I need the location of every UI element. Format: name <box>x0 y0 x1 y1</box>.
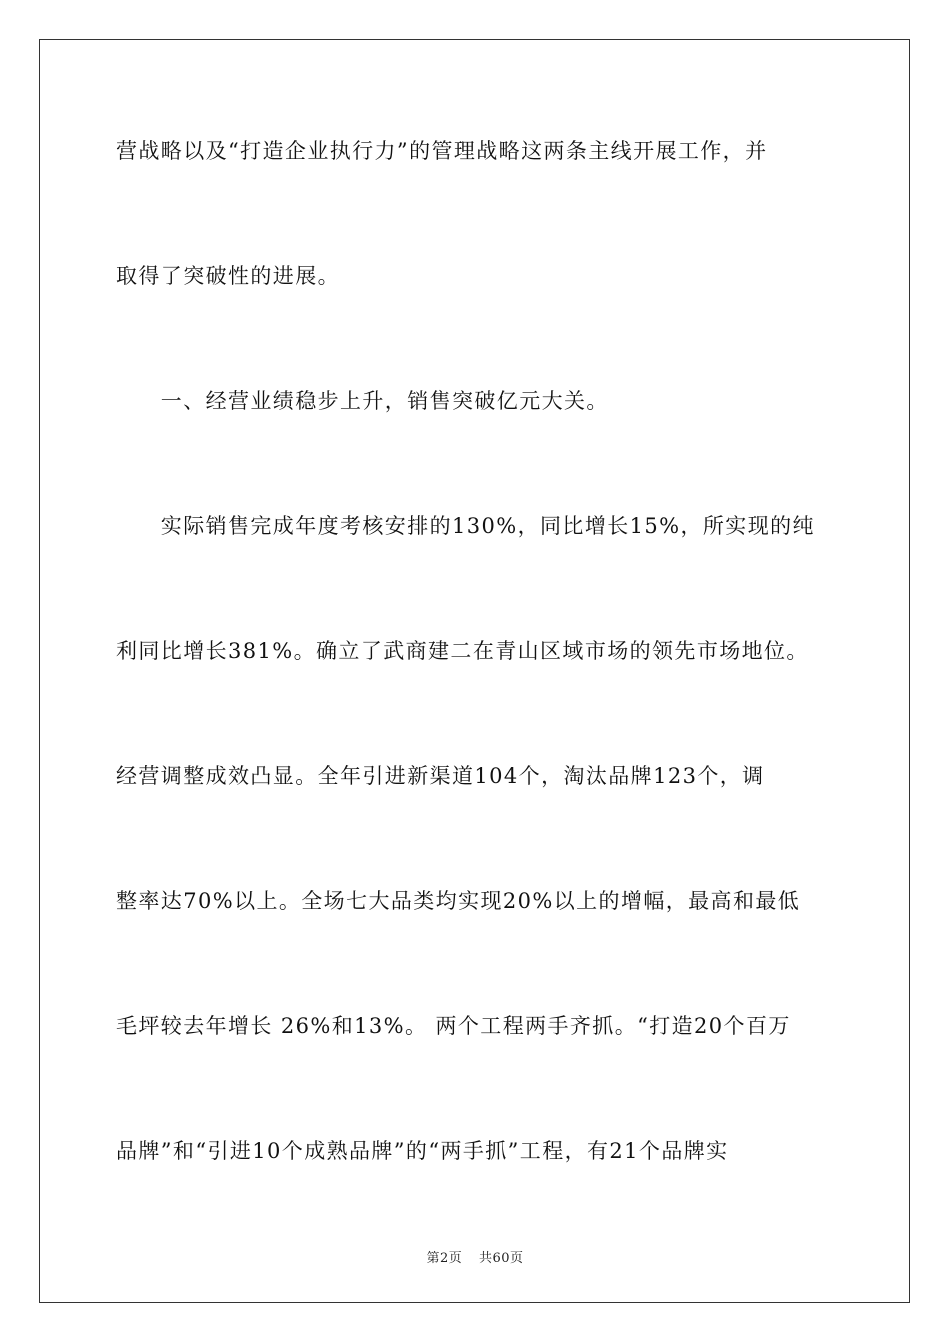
page-number: 第2页 <box>426 1251 463 1266</box>
paragraph-line: 实际销售完成年度考核安排的130%，同比增长15%，所实现的纯 <box>116 514 815 538</box>
paragraph-line: 品牌”和“引进10个成熟品牌”的“两手抓”工程，有21个品牌实 <box>116 1139 729 1163</box>
paragraph-line: 毛坪较去年增长 26%和13%。 两个工程两手齐抓。“打造20个百万 <box>116 1014 791 1038</box>
paragraph-line: 利同比增长381%。确立了武商建二在青山区域市场的领先市场地位。 <box>116 639 809 663</box>
page-footer <box>0 1247 950 1266</box>
page-total: 共60页 <box>478 1251 524 1266</box>
page-border <box>39 39 910 1303</box>
paragraph-line: 整率达70%以上。全场七大品类均实现20%以上的增幅，最高和最低 <box>116 889 801 913</box>
paragraph-line: 营战略以及“打造企业执行力”的管理战略这两条主线开展工作，并 <box>116 139 768 163</box>
paragraph-line: 取得了突破性的进展。 <box>116 264 340 288</box>
paragraph-line: 经营调整成效凸显。全年引进新渠道104个，淘汰品牌123个，调 <box>116 764 765 788</box>
section-heading: 一、经营业绩稳步上升，销售突破亿元大关。 <box>116 389 609 413</box>
